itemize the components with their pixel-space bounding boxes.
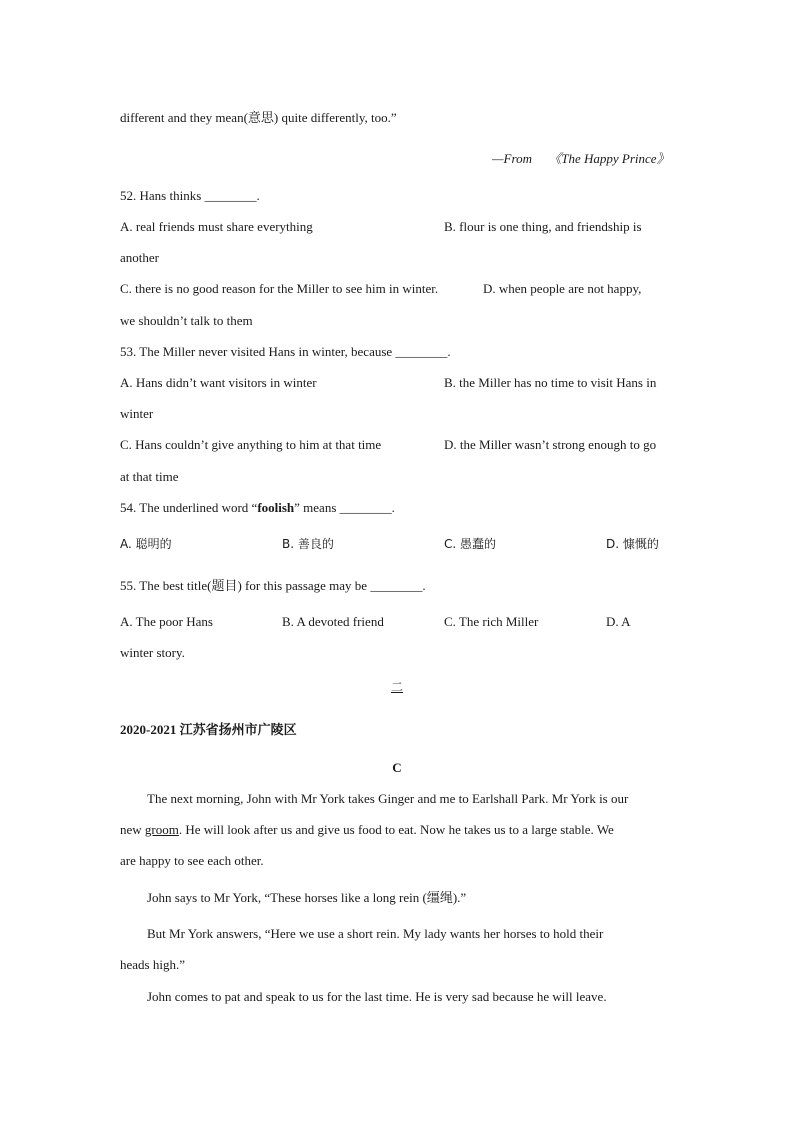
question-52-text: 52. Hans thinks bbox=[120, 188, 202, 203]
question-53-text: 53. The Miller never visited Hans in winter, because bbox=[120, 344, 393, 359]
stem-period: . bbox=[447, 344, 451, 359]
bold-word: foolish bbox=[257, 500, 295, 515]
source-prefix: —From bbox=[492, 151, 532, 166]
answer-blank: ________ bbox=[339, 500, 392, 515]
question-54-option-b: B. 善良的 bbox=[282, 537, 334, 551]
passage-paragraph-3: But Mr York answers, “Here we use a short rein. My lady wants her horses to hold their bbox=[147, 926, 604, 941]
stem-period: . bbox=[256, 188, 260, 203]
question-52-stem bbox=[120, 188, 260, 204]
passage-paragraph-1-end: are happy to see each other. bbox=[120, 853, 264, 868]
question-52-option-d-cont: we shouldn’t talk to them bbox=[120, 313, 253, 328]
question-52-option-b-cont: another bbox=[120, 250, 159, 265]
section-number: 二 bbox=[390, 680, 403, 694]
passage-paragraph-1-cont bbox=[120, 822, 614, 838]
question-55-option-d: D. A bbox=[606, 614, 631, 629]
passage-paragraph-2: John says to Mr York, “These horses like a long rein (缰绳).” bbox=[147, 890, 467, 905]
question-54-option-c: C. 愚蠢的 bbox=[444, 537, 497, 551]
question-55-stem bbox=[120, 578, 426, 594]
question-53-option-b-cont: winter bbox=[120, 406, 154, 421]
passage-paragraph-1: The next morning, John with Mr York takes Ginger and me to Earlshall Park. Mr York is our bbox=[147, 791, 629, 806]
question-54-option-d: D. 慷慨的 bbox=[606, 537, 659, 551]
question-54-text-mid: ” means bbox=[294, 500, 337, 515]
answer-blank: ________ bbox=[370, 578, 423, 593]
question-53-stem bbox=[120, 344, 451, 360]
question-54-text: 54. The underlined word “ bbox=[120, 500, 258, 515]
question-52-option-c: C. there is no good reason for the Miller to see him in winter. bbox=[120, 281, 439, 296]
question-55-text: 55. The best title(题目) for this passage may be bbox=[120, 578, 368, 593]
question-53-option-c: C. Hans couldn’t give anything to him at that time bbox=[120, 437, 382, 452]
question-55-option-a: A. The poor Hans bbox=[120, 614, 213, 629]
question-52-option-b: B. flour is one thing, and friendship is bbox=[444, 219, 642, 234]
underlined-word: groom bbox=[144, 822, 179, 837]
source-title: 《The Happy Prince》 bbox=[548, 151, 670, 166]
answer-blank: ________ bbox=[395, 344, 448, 359]
stem-period: . bbox=[422, 578, 426, 593]
question-53-option-b: B. the Miller has no time to visit Hans in bbox=[444, 375, 657, 390]
stem-period: . bbox=[391, 500, 395, 515]
question-55-option-c: C. The rich Miller bbox=[444, 614, 539, 629]
question-53-option-a: A. Hans didn’t want visitors in winter bbox=[120, 375, 317, 390]
question-53-option-d-cont: at that time bbox=[120, 469, 179, 484]
question-53-option-d: D. the Miller wasn’t strong enough to go bbox=[444, 437, 657, 452]
section-heading: 2020-2021 江苏省扬州市广陵区 bbox=[120, 722, 297, 737]
source-citation bbox=[492, 151, 670, 167]
question-52-option-d: D. when people are not happy, bbox=[483, 281, 642, 296]
question-52-option-a: A. real friends must share everything bbox=[120, 219, 313, 234]
question-55-option-d-cont: winter story. bbox=[120, 645, 185, 660]
passage-letter: C bbox=[392, 760, 402, 775]
question-54-stem bbox=[120, 500, 395, 516]
passage-paragraph-4: John comes to pat and speak to us for the last time. He is very sad because he will leave. bbox=[147, 989, 607, 1004]
question-54-option-a: A. 聪明的 bbox=[120, 537, 172, 551]
question-55-option-b: B. A devoted friend bbox=[282, 614, 384, 629]
answer-blank: ________ bbox=[204, 188, 257, 203]
passage-paragraph-3-cont: heads high.” bbox=[120, 957, 185, 972]
passage-end-line: different and they mean(意思) quite differently, too.” bbox=[120, 110, 397, 125]
passage-text: new bbox=[120, 822, 145, 837]
passage-text: . He will look after us and give us food to eat. Now he takes us to a large stable. We bbox=[178, 822, 614, 837]
